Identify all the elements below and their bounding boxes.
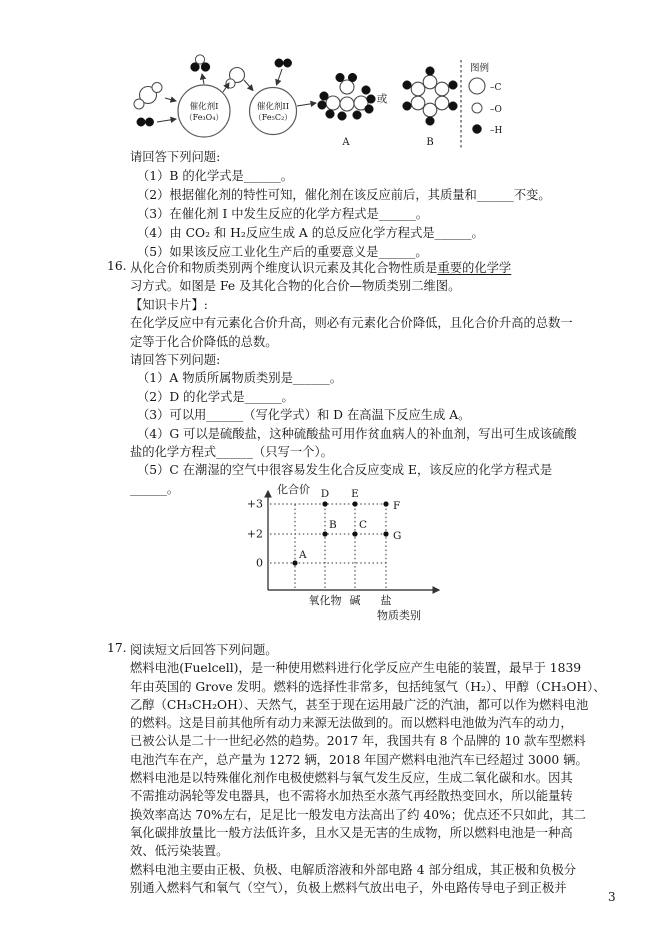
legend-carbon-icon — [469, 78, 485, 94]
q16-item-4-cont: 盐的化学方程式______（只写一个）。 — [130, 444, 333, 459]
q17-intro: 阅读短文后回答下列问题。 — [130, 643, 278, 657]
arrow-co-to-catalyst2 — [244, 80, 253, 91]
point-F — [383, 501, 388, 506]
q17-para1-line-3: 乙醇（CH₃CH₂OH）、天然气，甚至于现在运用最广泛的汽油，都可以作为燃料电池 — [130, 697, 589, 712]
q16-item-1: （1）A 物质所属物质类别是______。 — [137, 371, 343, 386]
h2-molecule-2 — [275, 59, 292, 67]
legend-hydrogen-label: –H — [490, 126, 503, 136]
arrow-h2o-out — [202, 74, 204, 84]
legend-hydrogen-icon — [473, 125, 482, 134]
q16-stem-underlined: 重要的化学学 — [437, 261, 512, 275]
valence-category-chart — [233, 478, 463, 630]
q16-card-title: 【知识卡片】: — [130, 297, 208, 312]
q15-item-5: （5）如果该反应工业化生产后的重要意义是______。 — [137, 245, 428, 259]
legend — [461, 60, 503, 150]
catalyst-1-formula: （Fe₃O₄） — [184, 113, 224, 122]
q16-stem-line-2: 习方式。如图是 Fe 及其化合物的化合价—物质类别二维图。 — [130, 279, 461, 294]
point-E — [352, 501, 357, 506]
co-molecule — [226, 68, 245, 89]
q15-item-3: （3）在催化剂 I 中发生反应的化学方程式是______。 — [137, 207, 429, 221]
label-a: A — [342, 137, 350, 148]
catalyst-1-name: 催化剂I — [189, 102, 219, 112]
point-F-label: F — [393, 500, 401, 512]
q15-item-1: （1）B 的化学式是______。 — [137, 169, 294, 183]
q16-item-5-blank: ______。 — [130, 481, 180, 496]
question-15-block — [130, 148, 551, 262]
xlabel-salt: 盐 — [380, 594, 392, 607]
molecule-b — [403, 67, 458, 126]
reaction-diagram — [120, 54, 550, 154]
legend-carbon-label: –C — [490, 83, 502, 93]
h2-molecule — [137, 118, 154, 126]
q16-stem-pre: 从化合价和物质类别两个维度认识元素及其化合物性质是 — [130, 261, 438, 275]
point-G-label: G — [393, 530, 402, 542]
q17-para1-line-10: 氧化碳排放量比一般方法低许多，且水又是无害的生成物，所以燃料电池是一种高 — [130, 825, 573, 840]
point-C-label: C — [359, 519, 368, 531]
q17-para1-line-8: 不需推动涡轮等发电器具，也不需将水加热至水蒸气再经散热变回水，所以能量转 — [130, 789, 573, 804]
y-axis-title: 化合价 — [277, 483, 310, 496]
xlabel-base: 碱 — [349, 594, 361, 607]
xlabel-oxide: 氧化物 — [308, 594, 342, 607]
q17-para1-line-2: 年由英国的 Grove 发明。燃料的选择性非常多，包括纯氢气（H₂）、甲醇（CH₃OH）、 — [130, 679, 606, 694]
arrow-h2-to-catalyst2 — [277, 69, 283, 85]
or-label: 或 — [376, 93, 388, 105]
q17-para1-line-4: 的燃料。这是目前其他所有动力来源无法做到的。而以燃料电池做为汽车的动力， — [130, 716, 573, 731]
label-b: B — [426, 137, 434, 148]
point-B-label: B — [329, 519, 337, 531]
point-E-label: E — [351, 488, 359, 500]
q17-para2-line-2: 别通入燃料气和氧气（空气），负极上燃料气放出电子，外电路传导电子到正极并 — [130, 880, 567, 895]
point-A — [292, 560, 297, 565]
q17-para2-line-1: 燃料电池主要由正极、负极、电解质溶液和外部电路 4 部分组成，其正极和负极分 — [130, 862, 577, 877]
point-A-label: A — [299, 549, 307, 561]
arrow-h2-in — [157, 119, 176, 122]
co2-molecule — [134, 83, 162, 110]
legend-oxygen-icon — [472, 103, 482, 113]
q16-item-4: （4）G 可以是硫酸盐，这种硫酸盐可用作贫血病人的补血剂，写出可生成该硫酸 — [137, 426, 577, 441]
h2o-molecule — [191, 55, 210, 72]
q17-para1-line-7: 燃料电池是以特殊催化剂作电极使燃料与氧气发生反应，生成二氧化碳和水。因其 — [130, 771, 573, 786]
arrow-co2-in — [165, 98, 176, 101]
legend-title: 图例 — [470, 63, 490, 74]
question-16-number: 16. — [107, 259, 127, 273]
point-G — [383, 531, 388, 536]
q16-card-line-1: 在化学反应中有元素化合价升高，则必有元素化合价降低，且化合价升高的总数一 — [130, 316, 573, 331]
page-number: 3 — [608, 890, 616, 904]
point-B — [322, 531, 327, 536]
x-axis-title: 物质类别 — [377, 609, 421, 622]
q17-para1-line-6: 电池汽车在产，总产量为 1272 辆，2018 年国产燃料电池汽车已经超过 3000 辆。 — [130, 752, 588, 767]
point-D — [322, 501, 327, 506]
ytick-plus3: +3 — [246, 497, 263, 511]
catalyst-2-name: 催化剂II — [256, 102, 290, 112]
question-17-number: 17. — [107, 641, 127, 655]
arrow-product-out — [297, 103, 316, 106]
q15-item-2: （2）根据催化剂的特性可知，催化剂在该反应前后，其质量和______不变。 — [137, 188, 551, 202]
molecule-a — [318, 73, 376, 120]
point-C — [352, 531, 357, 536]
question-16-block — [107, 259, 577, 498]
q17-para1-line-5: 已被公认是二十一世纪必然的趋势。2017 年，我国共有 8 个品牌的 10 款车型燃料 — [130, 734, 586, 749]
q15-prompt: 请回答下列问题: — [130, 150, 221, 164]
ytick-plus2: +2 — [246, 527, 263, 541]
catalyst-2-circle — [250, 88, 297, 135]
q17-para1-line-9: 换效率高达 70%左右，足足比一般发电方法高出了约 40%；优点还不只如此，其二 — [130, 807, 586, 822]
legend-oxygen-label: –O — [490, 105, 502, 115]
q16-item-5: （5）C 在潮湿的空气中很容易发生化合反应变成 E，该反应的化学方程式是 — [137, 463, 553, 478]
ytick-zero: 0 — [256, 556, 263, 570]
q16-card-line-2: 定等于化合价降低的总数。 — [130, 334, 278, 349]
question-17-block — [107, 641, 606, 897]
q17-para1-line-1: 燃料电池(Fuelcell)，是一种使用燃料进行化学反应产生电能的装置，最早于 1839 — [130, 661, 582, 676]
catalyst-1-circle — [178, 85, 230, 137]
q16-stem-line-1 — [130, 259, 577, 277]
q17-para1-line-11: 效、低污染装置。 — [130, 844, 229, 859]
q16-item-2: （2）D 的化学式是______。 — [137, 389, 294, 404]
q16-item-3: （3）可以用______（写化学式）和 D 在高温下反应生成 A。 — [137, 408, 471, 423]
point-D-label: D — [320, 488, 330, 500]
q16-prompt: 请回答下列问题: — [130, 352, 221, 367]
catalyst-2-formula: （Fe₅C₂） — [253, 113, 293, 122]
q15-item-4: （4）由 CO₂ 和 H₂反应生成 A 的总反应化学方程式是______。 — [137, 226, 484, 240]
